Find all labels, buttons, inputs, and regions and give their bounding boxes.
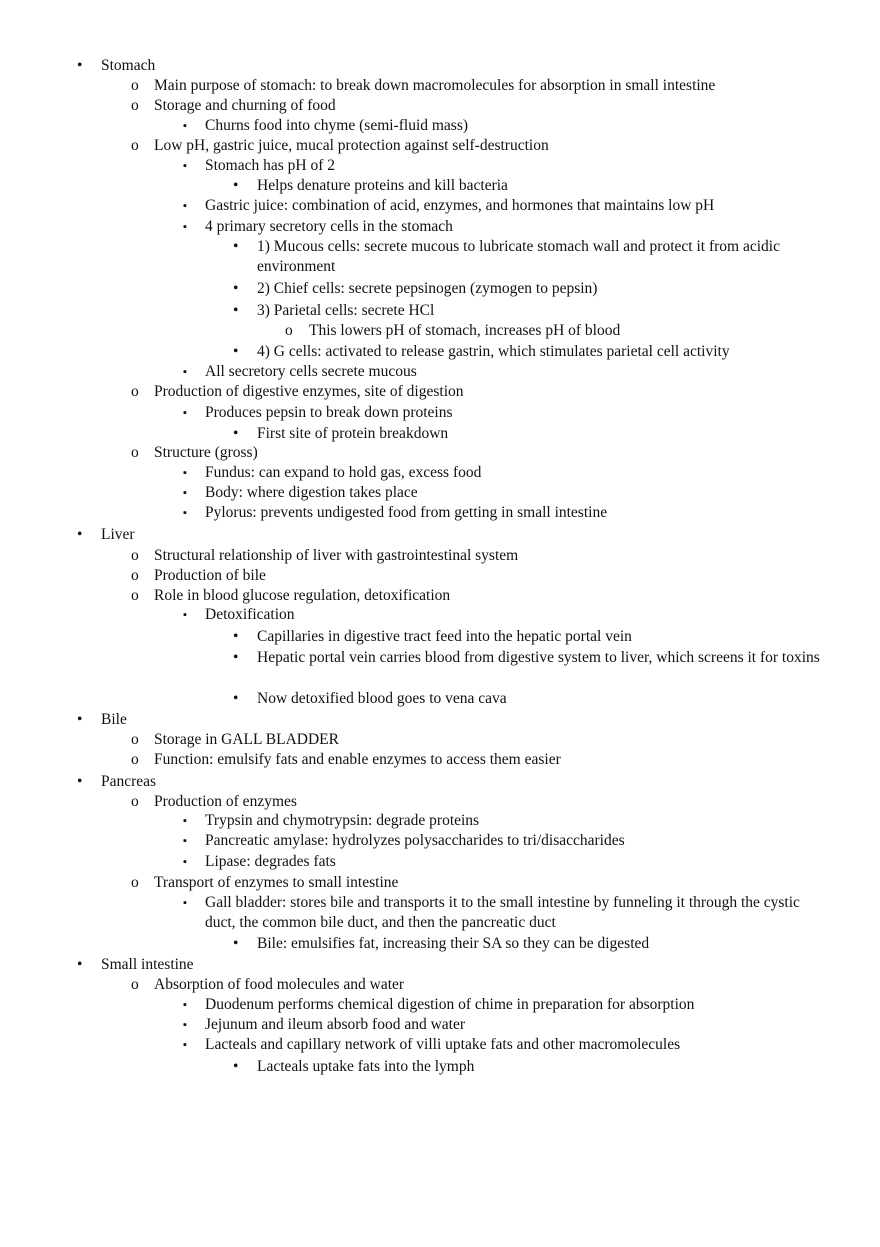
bullet-icon: •: [77, 773, 83, 790]
circle-bullet-icon: o: [131, 976, 139, 993]
outline-item-text: Bile: [101, 711, 127, 728]
outline-item-level-2: [0, 792, 880, 812]
outline-item-level-2: [0, 96, 880, 116]
outline-item-text: Capillaries in digestive tract feed into the hepatic portal vein: [257, 628, 632, 645]
bullet-icon: •: [233, 302, 239, 319]
square-bullet-icon: ▪: [183, 120, 187, 132]
outline-item-level-3: [0, 1035, 880, 1055]
square-bullet-icon: ▪: [183, 835, 187, 847]
outline-item-text: Lacteals uptake fats into the lymph: [257, 1058, 475, 1075]
outline-item-level-3: [0, 1015, 880, 1035]
circle-bullet-icon: o: [131, 137, 139, 154]
outline-item-text: Pancreas: [101, 773, 157, 790]
outline-item-level-1: [0, 525, 880, 545]
outline-item-level-3: [0, 156, 880, 176]
outline-item-level-4: [0, 424, 880, 444]
outline-item-level-2: [0, 975, 880, 995]
square-bullet-icon: ▪: [183, 1019, 187, 1031]
square-bullet-icon: ▪: [183, 467, 187, 479]
outline-item-text: 4 primary secretory cells in the stomach: [205, 218, 453, 235]
outline-item-level-3: [0, 217, 880, 237]
outline-item-level-1: [0, 772, 880, 792]
outline-item-text: Structure (gross): [154, 444, 258, 461]
circle-bullet-icon: o: [131, 567, 139, 584]
square-bullet-icon: ▪: [183, 609, 187, 621]
outline-item-level-2: [0, 730, 880, 750]
outline-item-text: Storage and churning of food: [154, 97, 336, 114]
outline-item-text: Duodenum performs chemical digestion of chime in preparation for absorption: [205, 996, 695, 1013]
circle-bullet-icon: o: [131, 383, 139, 400]
square-bullet-icon: ▪: [183, 1039, 187, 1051]
square-bullet-icon: ▪: [183, 507, 187, 519]
outline-item-text: Jejunum and ileum absorb food and water: [205, 1016, 465, 1033]
circle-bullet-icon: o: [285, 322, 293, 339]
outline-item-level-2: [0, 76, 880, 96]
outline-item-level-4: [0, 1057, 880, 1077]
outline-item-level-3: [0, 811, 880, 831]
outline-item-level-4: [0, 934, 880, 954]
circle-bullet-icon: o: [131, 77, 139, 94]
outline-item-level-2: [0, 546, 880, 566]
outline-item-level-4: [0, 279, 880, 299]
outline-item-text: 2) Chief cells: secrete pepsinogen (zymogen to pepsin): [257, 280, 598, 297]
square-bullet-icon: ▪: [183, 897, 187, 909]
outline-item-text: Fundus: can expand to hold gas, excess food: [205, 464, 482, 481]
outline-item-text: Lipase: degrades fats: [205, 853, 336, 870]
outline-item-text: Pancreatic amylase: hydrolyzes polysaccharides to tri/disaccharides: [205, 832, 625, 849]
circle-bullet-icon: o: [131, 547, 139, 564]
outline-item-level-3: [0, 116, 880, 136]
outline-item-level-4: [0, 301, 880, 321]
outline-item-text: All secretory cells secrete mucous: [205, 363, 417, 380]
outline-item-text: Role in blood glucose regulation, detoxification: [154, 587, 451, 604]
outline-item-text: 3) Parietal cells: secrete HCl: [257, 302, 435, 319]
bullet-icon: •: [77, 57, 83, 74]
outline-item-text: Main purpose of stomach: to break down macromolecules for absorption in small intestine: [154, 77, 716, 94]
bullet-icon: •: [233, 280, 239, 297]
bullet-icon: •: [233, 1058, 239, 1075]
outline-item-text: Stomach has pH of 2: [205, 157, 336, 174]
outline-item-level-3: [0, 463, 880, 483]
bullet-icon: •: [233, 177, 239, 194]
outline-item-level-1: [0, 710, 880, 730]
outline-item-level-3: [0, 995, 880, 1015]
bullet-icon: •: [77, 956, 83, 973]
outline-item-text: Production of bile: [154, 567, 266, 584]
outline-item-level-4: [0, 342, 880, 362]
outline-item-text: This lowers pH of stomach, increases pH of blood: [309, 322, 621, 339]
outline-item-level-2: [0, 586, 880, 606]
circle-bullet-icon: o: [131, 874, 139, 891]
bullet-icon: •: [233, 343, 239, 360]
outline-item-text: Production of digestive enzymes, site of digestion: [154, 383, 464, 400]
outline-item-text: Detoxification: [205, 606, 295, 623]
outline-item-text: First site of protein breakdown: [257, 425, 449, 442]
outline-item-level-2: [0, 873, 880, 893]
outline-item-text: Churns food into chyme (semi-fluid mass): [205, 117, 469, 134]
outline-item-text: Produces pepsin to break down proteins: [205, 404, 453, 421]
circle-bullet-icon: o: [131, 751, 139, 768]
outline-item-text: Trypsin and chymotrypsin: degrade proteins: [205, 812, 480, 829]
square-bullet-icon: ▪: [183, 221, 187, 233]
square-bullet-icon: ▪: [183, 200, 187, 212]
outline-item-text: Gastric juice: combination of acid, enzymes, and hormones that maintains low pH: [205, 197, 715, 214]
outline-item-level-3: [0, 362, 880, 382]
outline-item-level-4: [0, 176, 880, 196]
square-bullet-icon: ▪: [183, 366, 187, 378]
outline-item-level-1: [0, 56, 880, 76]
circle-bullet-icon: o: [131, 587, 139, 604]
square-bullet-icon: ▪: [183, 160, 187, 172]
outline-item-level-3: [0, 831, 880, 851]
outline-item-text: Absorption of food molecules and water: [154, 976, 405, 993]
circle-bullet-icon: o: [131, 793, 139, 810]
square-bullet-icon: ▪: [183, 999, 187, 1011]
outline-item-level-4: [0, 627, 880, 647]
outline-item-level-3: [0, 605, 880, 625]
bullet-icon: •: [233, 935, 239, 952]
outline-item-level-5: [0, 321, 880, 341]
outline-item-text: Liver: [101, 526, 135, 543]
bullet-icon: •: [233, 690, 239, 707]
square-bullet-icon: ▪: [183, 487, 187, 499]
bullet-icon: •: [233, 628, 239, 645]
outline-item-text: Gall bladder: stores bile and transports it to the small intestine by funneling it through the cystic duct, the common bile duct, and then the pancreatic duct: [205, 894, 800, 931]
outline-item-level-3: [0, 503, 880, 523]
outline-item-text: Helps denature proteins and kill bacteria: [257, 177, 508, 194]
outline-item-level-3: [0, 852, 880, 872]
circle-bullet-icon: o: [131, 97, 139, 114]
outline-item-level-1: [0, 955, 880, 975]
outline-item-text: Transport of enzymes to small intestine: [154, 874, 399, 891]
outline-item-text: Now detoxified blood goes to vena cava: [257, 690, 507, 707]
outline-item-level-3: [0, 196, 880, 216]
outline-item-text: Pylorus: prevents undigested food from getting in small intestine: [205, 504, 608, 521]
outline-item-level-2: [0, 566, 880, 586]
square-bullet-icon: ▪: [183, 815, 187, 827]
outline-item-text: Low pH, gastric juice, mucal protection against self-destruction: [154, 137, 549, 154]
outline-item-text: Hepatic portal vein carries blood from digestive system to liver, which screens it for toxins: [257, 649, 820, 666]
outline-item-text: 4) G cells: activated to release gastrin, which stimulates parietal cell activity: [257, 343, 730, 360]
outline-item-level-3: [0, 483, 880, 503]
outline-item-text: Structural relationship of liver with gastrointestinal system: [154, 547, 519, 564]
outline-item-level-2: [0, 750, 880, 770]
outline-item-text: 1) Mucous cells: secrete mucous to lubricate stomach wall and protect it from acidic environment: [257, 238, 780, 275]
square-bullet-icon: ▪: [183, 856, 187, 868]
outline-item-text: Function: emulsify fats and enable enzymes to access them easier: [154, 751, 561, 768]
bullet-icon: •: [77, 711, 83, 728]
bullet-icon: •: [233, 649, 239, 666]
square-bullet-icon: ▪: [183, 407, 187, 419]
outline-item-level-4: [0, 689, 880, 709]
circle-bullet-icon: o: [131, 444, 139, 461]
outline-item-text: Bile: emulsifies fat, increasing their SA so they can be digested: [257, 935, 650, 952]
outline-item-level-3: [0, 403, 880, 423]
bullet-icon: •: [233, 238, 239, 255]
outline-item-level-2: [0, 382, 880, 402]
outline-item-text: Production of enzymes: [154, 793, 297, 810]
outline-item-level-2: [0, 136, 880, 156]
bullet-icon: •: [233, 425, 239, 442]
outline-item-level-2: [0, 443, 880, 463]
outline-item-text: Small intestine: [101, 956, 194, 973]
outline-item-text: Body: where digestion takes place: [205, 484, 418, 501]
outline-item-text: Lacteals and capillary network of villi uptake fats and other macromolecules: [205, 1036, 681, 1053]
bullet-icon: •: [77, 526, 83, 543]
circle-bullet-icon: o: [131, 731, 139, 748]
outline-item-text: Storage in GALL BLADDER: [154, 731, 339, 748]
outline-item-text: Stomach: [101, 57, 156, 74]
